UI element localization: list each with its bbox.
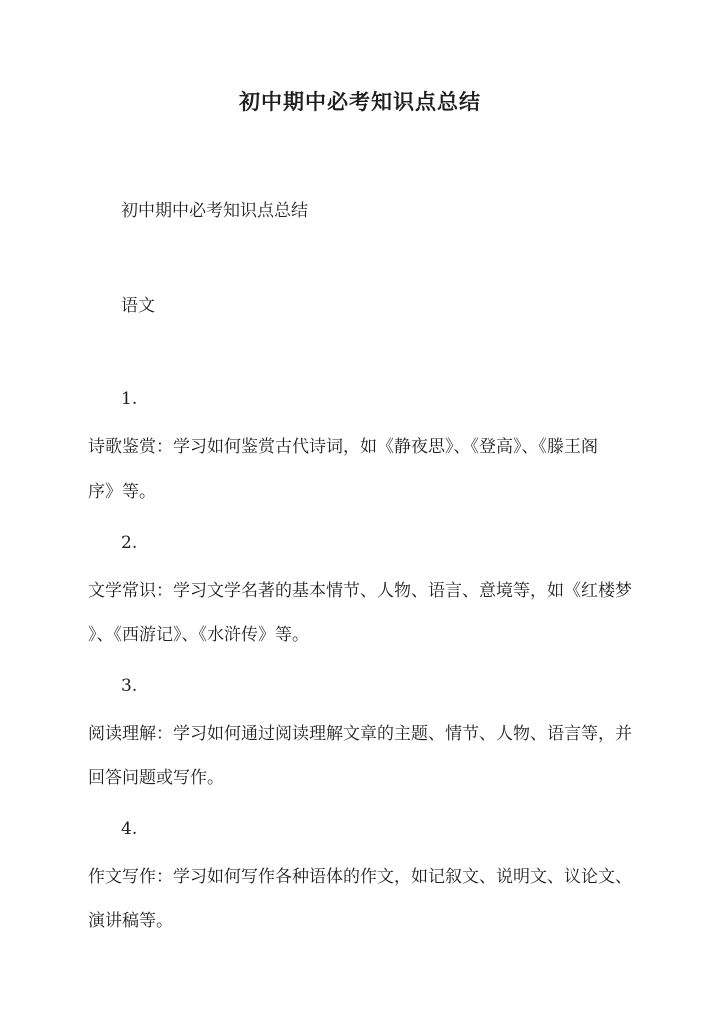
item-text-line: 文学常识：学习文学名著的基本情节、人物、语言、意境等，如《红楼梦 [88,581,632,601]
document-subtitle: 初中期中必考知识点总结 [121,201,308,221]
section-heading: 语文 [121,296,155,316]
item-number: 4. [121,819,138,839]
item-text-line: 》、《西游记》、《水浒传》等。 [88,625,309,645]
item-text-line: 回答问题或写作。 [88,768,224,788]
item-text-line: 作文写作：学习如何写作各种语体的作文，如记叙文、说明文、议论文、 [88,867,632,887]
item-number: 1. [121,389,138,409]
item-number: 3. [121,676,138,696]
document-title: 初中期中必考知识点总结 [239,89,481,114]
item-number: 2. [121,533,138,553]
item-text-line: 阅读理解：学习如何通过阅读理解文章的主题、情节、人物、语言等，并 [88,724,632,744]
item-text-line: 演讲稿等。 [88,911,173,931]
item-text-line: 诗歌鉴赏：学习如何鉴赏古代诗词，如《静夜思》、《登高》、《滕王阁 [88,437,598,457]
item-text-line: 序》等。 [88,482,156,502]
